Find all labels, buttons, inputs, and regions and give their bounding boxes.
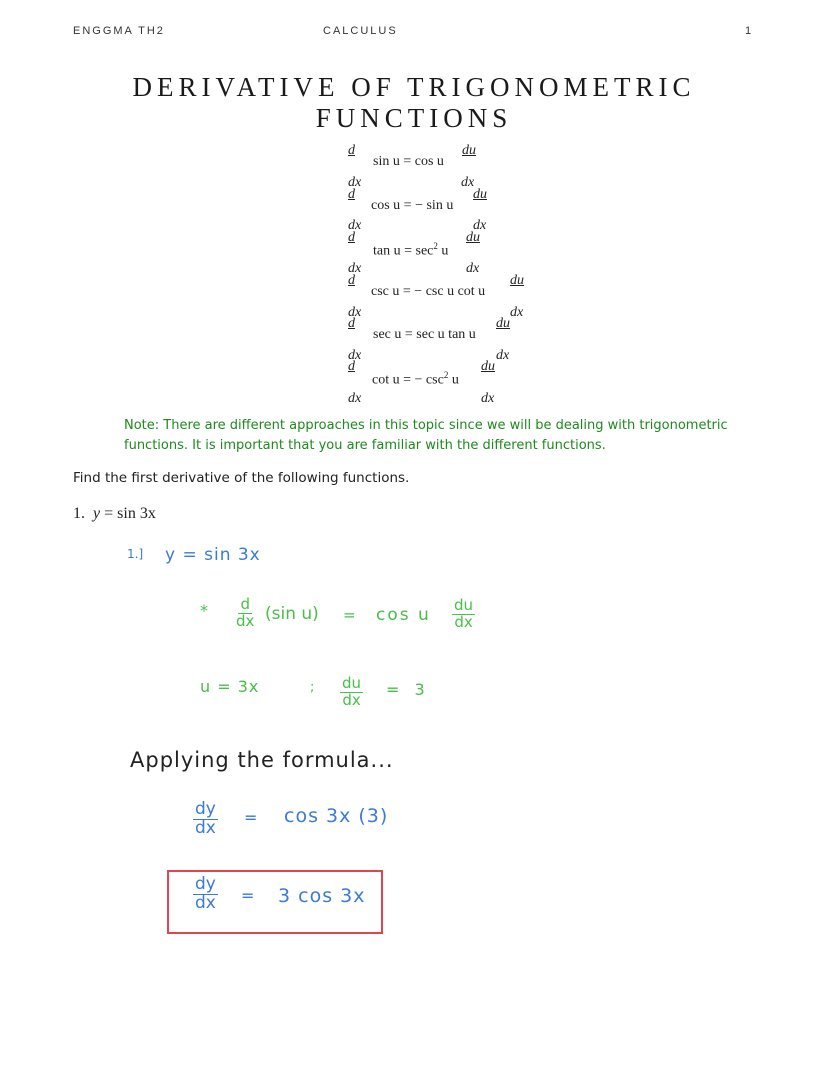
problem-eq: = (104, 505, 114, 522)
formula-2-body: cos u = − sin u (371, 198, 454, 213)
formula-1-d: d (348, 143, 355, 158)
formula-3-du-dx: dx (466, 261, 480, 276)
sub-du-dx: $\frac{du}{dx}$ (342, 674, 362, 709)
rule-inner: (sin u) (265, 604, 319, 624)
formula-3-d: d (348, 230, 355, 245)
formula-1-body: sin u = cos u (373, 154, 444, 169)
formula-4-du-dx: dx (510, 305, 524, 320)
formula-5-du: du (496, 316, 510, 331)
formula-2-du-dx: dx (473, 218, 487, 233)
page-title (0, 72, 828, 134)
formula-6-body: cot u = − $\csc^2 u$ (372, 370, 459, 388)
sub-u: u = 3x (200, 677, 260, 696)
problem-number: 1. (73, 505, 85, 522)
formula-4-dx: dx (348, 305, 362, 320)
final-rhs: 3 cos 3x (278, 885, 366, 907)
rule-d-dx: $\frac{d}{dx}$ (236, 595, 255, 630)
formula-2-dx: dx (348, 218, 362, 233)
formula-5-du-dx: dx (496, 348, 510, 363)
instruction-text: Find the first derivative of the following functions. (73, 470, 410, 486)
formula-5-dx: dx (348, 348, 362, 363)
formula-1-dx: dx (348, 175, 362, 190)
formula-6-du: du (481, 359, 495, 374)
solution-label: 1.] (127, 547, 144, 561)
derivative-formulas (345, 143, 545, 413)
step-rhs: cos 3x (3) (284, 805, 389, 827)
final-dy-dx: $\frac{dy}{dx}$ (195, 874, 216, 913)
sub-result: = 3 (386, 680, 425, 699)
title-line-1: DERIVATIVE OF TRIGONOMETRIC (132, 72, 696, 102)
rule-du-dx: $\frac{du}{dx}$ (454, 596, 474, 631)
problem-1 (73, 505, 156, 523)
problem-lhs: y (93, 505, 101, 522)
rule-rhs: cos u (376, 605, 431, 625)
formula-6-d: d (348, 359, 355, 374)
header-subject: CALCULUS (323, 25, 398, 37)
title-line-2: FUNCTIONS (315, 103, 513, 133)
formula-2-du: du (473, 187, 487, 202)
formula-2-d: d (348, 187, 355, 202)
rule-star: * (200, 601, 208, 620)
formula-4-body: csc u = − csc u cot u (371, 284, 486, 299)
solution-given: y = sin 3x (165, 545, 261, 565)
formula-1-du-dx: dx (461, 175, 475, 190)
problem-rhs: sin 3x (117, 505, 156, 522)
formula-6-du-dx: dx (481, 391, 495, 406)
formula-5-d: d (348, 316, 355, 331)
formula-5-body: sec u = sec u tan u (373, 327, 476, 342)
formula-1-du: du (462, 143, 476, 158)
formula-3-body: $\tan u = \sec^2 u$ (373, 241, 449, 259)
formula-3-dx: dx (348, 261, 362, 276)
final-eq: = (241, 886, 255, 905)
rule-eq: = (343, 606, 356, 624)
page-number: 1 (745, 25, 754, 37)
formula-6-dx: dx (348, 391, 362, 406)
step-dy-dx: $\frac{dy}{dx}$ (195, 799, 216, 838)
formula-4-d: d (348, 273, 355, 288)
applying-text: Applying the formula... (130, 748, 394, 772)
header-course: ENGGMA TH2 (73, 25, 165, 37)
sub-sep: ; (310, 680, 315, 695)
formula-4-du: du (510, 273, 524, 288)
note-text: Note: There are different approaches in this topic since we will be dealing with trigonometric functions. It is important that you are familiar with the different functions. (124, 418, 728, 453)
formula-3-du: du (466, 230, 480, 245)
step-eq: = (244, 808, 258, 827)
